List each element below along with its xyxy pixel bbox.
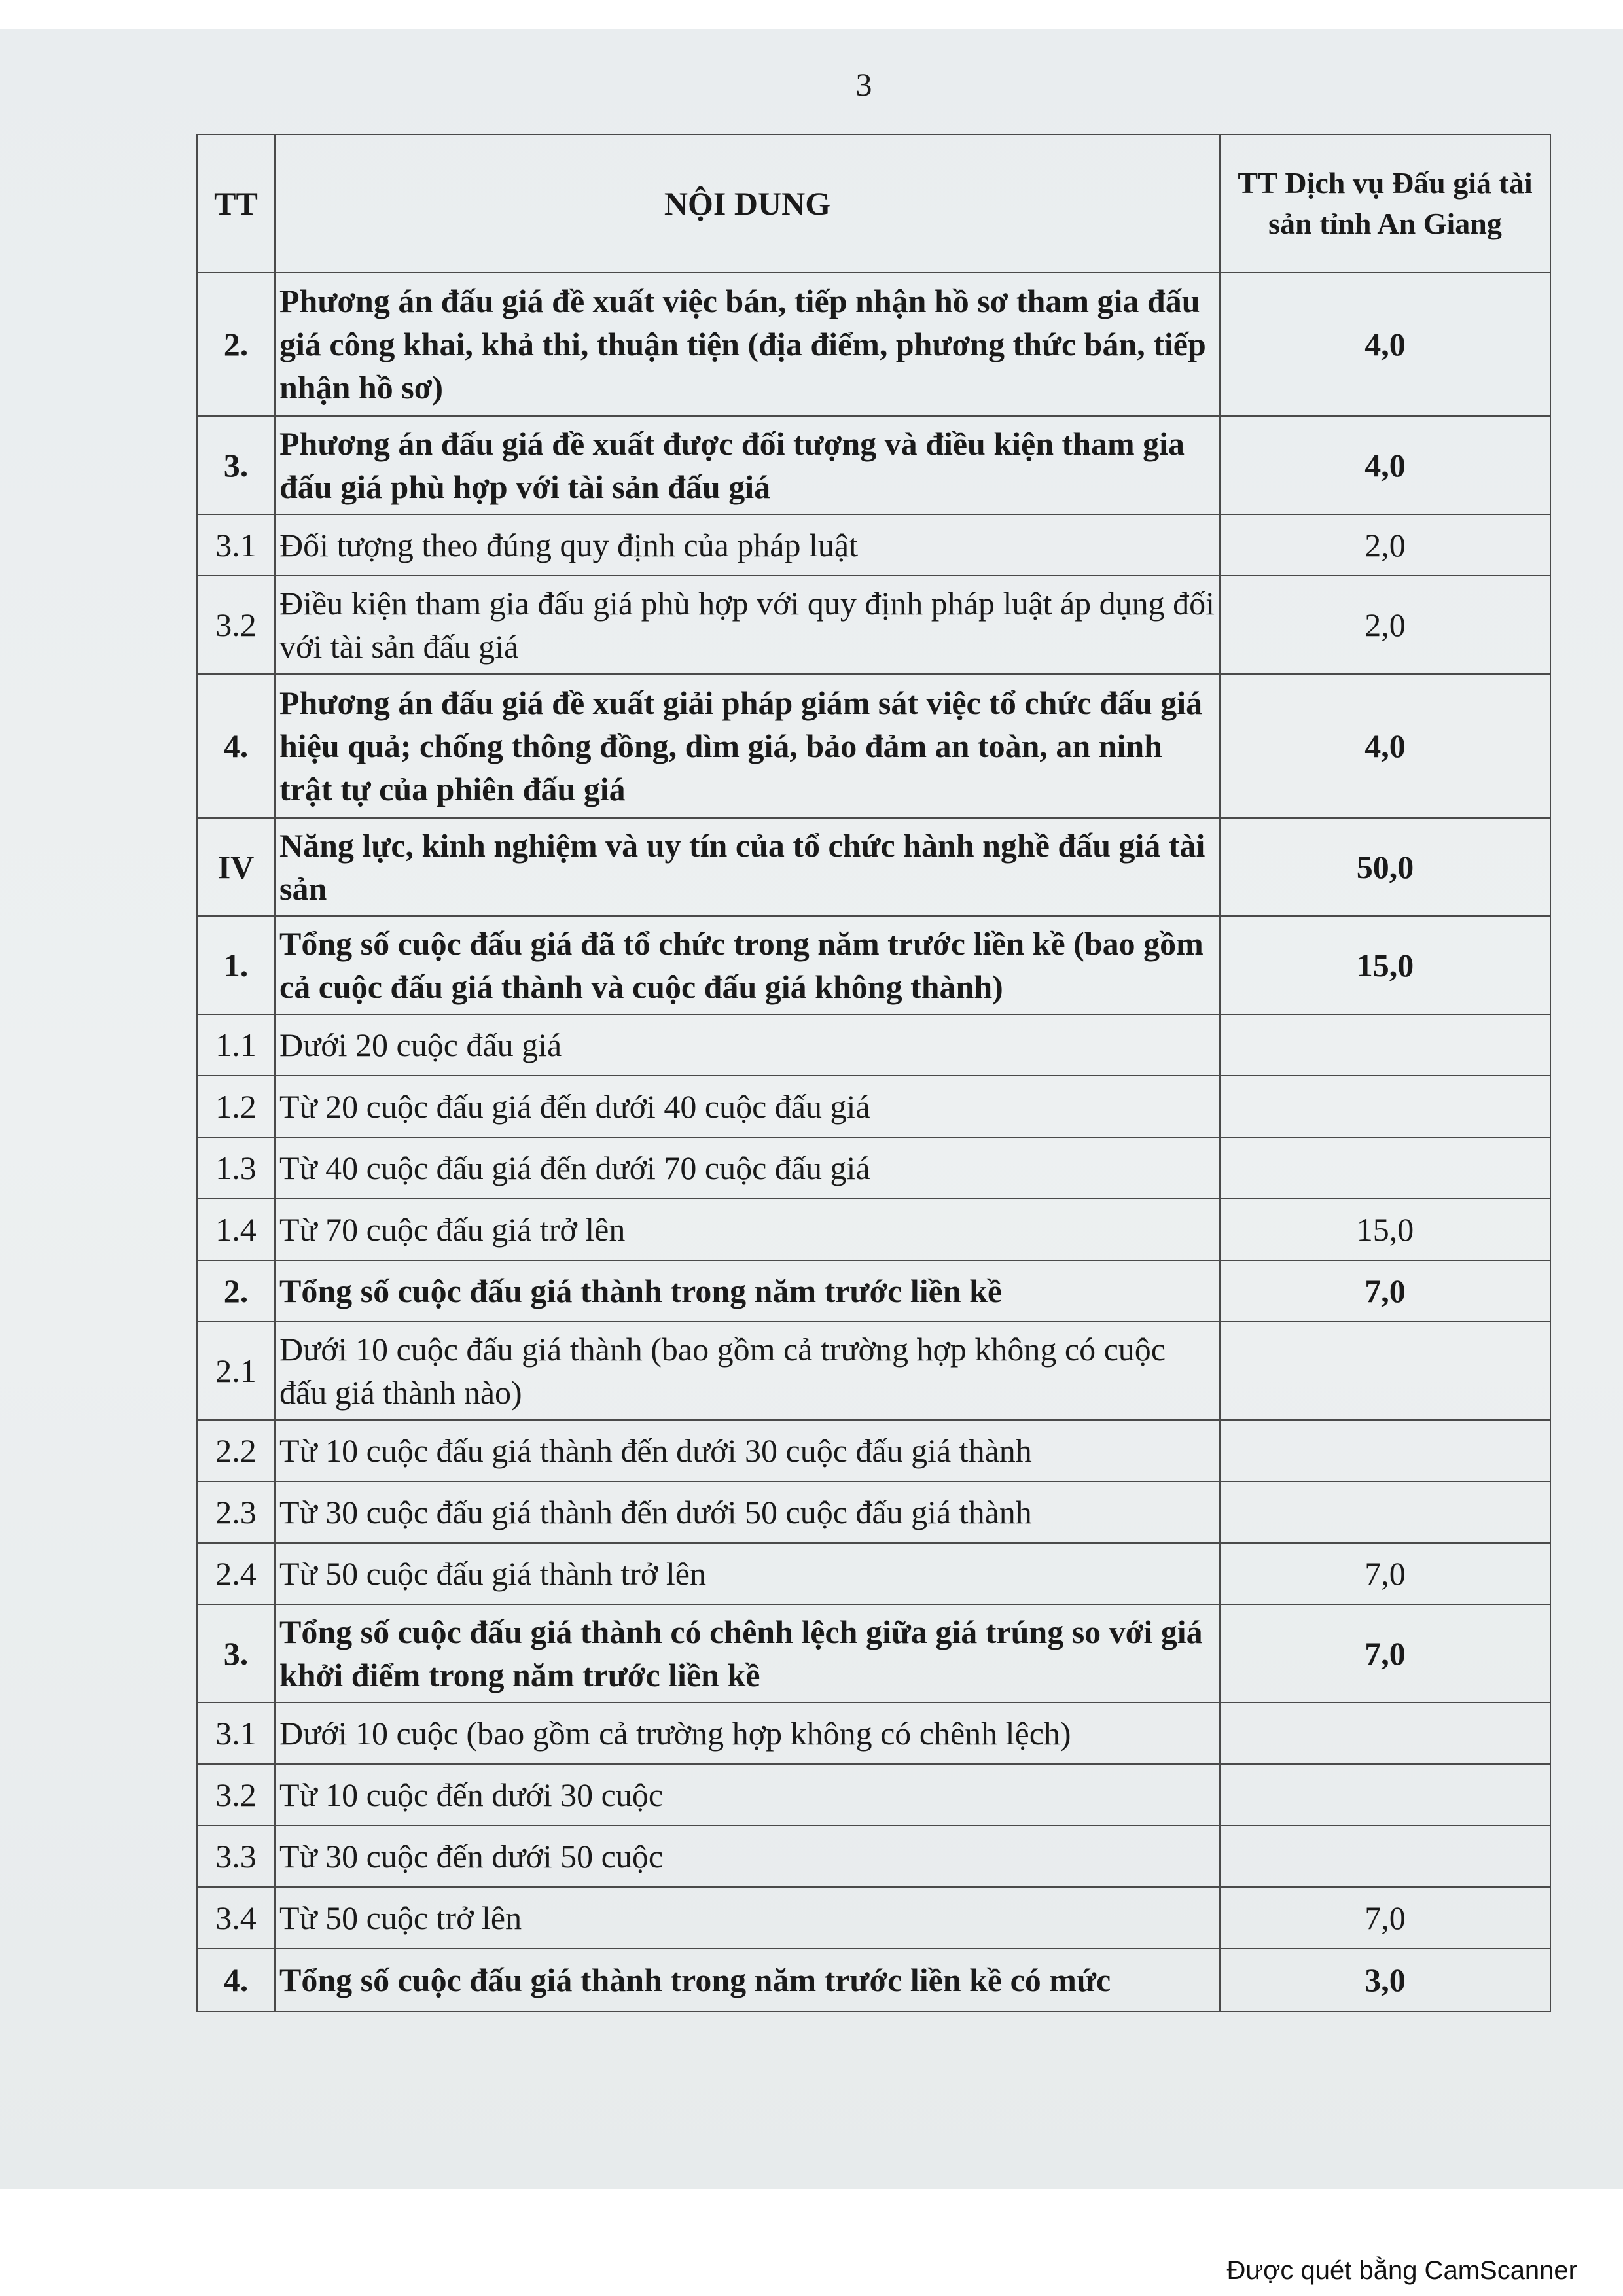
row-tt: 3. (197, 416, 275, 514)
row-tt: 2.1 (197, 1322, 275, 1420)
row-content: Tổng số cuộc đấu giá đã tổ chức trong năm trước liền kề (bao gồm cả cuộc đấu giá thành và cuộc đấu giá không thành) (275, 916, 1220, 1014)
row-score: 50,0 (1220, 818, 1550, 916)
row-tt: 1.3 (197, 1137, 275, 1199)
row-tt: 2.2 (197, 1420, 275, 1481)
row-score: 2,0 (1220, 576, 1550, 674)
row-content: Từ 50 cuộc trở lên (275, 1887, 1220, 1949)
row-content: Tổng số cuộc đấu giá thành có chênh lệch giữa giá trúng so với giá khởi điểm trong năm trước liền kề (275, 1604, 1220, 1703)
row-tt: 1.1 (197, 1014, 275, 1076)
row-tt: 2. (197, 1260, 275, 1322)
row-score (1220, 1322, 1550, 1420)
row-content: Dưới 20 cuộc đấu giá (275, 1014, 1220, 1076)
row-score (1220, 1420, 1550, 1481)
table-header-row (197, 135, 1550, 272)
table-row (197, 818, 1550, 916)
table-row (197, 1322, 1550, 1420)
scoring-table (196, 134, 1551, 2012)
row-score: 4,0 (1220, 416, 1550, 514)
row-score: 7,0 (1220, 1260, 1550, 1322)
row-tt: 1.2 (197, 1076, 275, 1137)
row-score: 15,0 (1220, 1199, 1550, 1260)
row-score (1220, 1826, 1550, 1887)
table-row (197, 1137, 1550, 1199)
table-row (197, 1764, 1550, 1826)
row-score (1220, 1076, 1550, 1137)
row-score: 4,0 (1220, 272, 1550, 416)
row-content: Phương án đấu giá đề xuất việc bán, tiếp nhận hồ sơ tham gia đấu giá công khai, khả thi, thuận tiện (địa điểm, phương thức bán, tiếp nhận hồ sơ) (275, 272, 1220, 416)
row-tt: 3.4 (197, 1887, 275, 1949)
row-tt: 3.1 (197, 1703, 275, 1764)
row-tt: 3.1 (197, 514, 275, 576)
row-content: Dưới 10 cuộc (bao gồm cả trường hợp không có chênh lệch) (275, 1703, 1220, 1764)
table-row (197, 1076, 1550, 1137)
table-row (197, 1260, 1550, 1322)
row-tt: 3.2 (197, 576, 275, 674)
row-tt: IV (197, 818, 275, 916)
row-score: 2,0 (1220, 514, 1550, 576)
row-tt: 3.3 (197, 1826, 275, 1887)
row-content: Phương án đấu giá đề xuất giải pháp giám sát việc tổ chức đấu giá hiệu quả; chống thông đồng, dìm giá, bảo đảm an toàn, an ninh trật tự của phiên đấu giá (275, 674, 1220, 818)
row-score: 7,0 (1220, 1543, 1550, 1604)
page-number: 3 (855, 66, 872, 103)
row-score: 15,0 (1220, 916, 1550, 1014)
table-row (197, 1949, 1550, 2011)
row-content: Phương án đấu giá đề xuất được đối tượng và điều kiện tham gia đấu giá phù hợp với tài sản đấu giá (275, 416, 1220, 514)
row-tt: 4. (197, 674, 275, 818)
row-score (1220, 1481, 1550, 1543)
table-row (197, 514, 1550, 576)
table-row (197, 576, 1550, 674)
row-score: 7,0 (1220, 1887, 1550, 1949)
row-score (1220, 1764, 1550, 1826)
row-tt: 1.4 (197, 1199, 275, 1260)
table-row (197, 1826, 1550, 1887)
row-tt: 2.4 (197, 1543, 275, 1604)
row-score (1220, 1014, 1550, 1076)
row-score: 7,0 (1220, 1604, 1550, 1703)
row-content: Từ 30 cuộc đến dưới 50 cuộc (275, 1826, 1220, 1887)
row-content: Năng lực, kinh nghiệm và uy tín của tổ chức hành nghề đấu giá tài sản (275, 818, 1220, 916)
row-content: Tổng số cuộc đấu giá thành trong năm trước liền kề (275, 1260, 1220, 1322)
table-row (197, 1703, 1550, 1764)
table-row (197, 1199, 1550, 1260)
row-tt: 3. (197, 1604, 275, 1703)
table-row (197, 416, 1550, 514)
table-row (197, 1014, 1550, 1076)
row-content: Điều kiện tham gia đấu giá phù hợp với quy định pháp luật áp dụng đối với tài sản đấu giá (275, 576, 1220, 674)
row-score (1220, 1703, 1550, 1764)
row-tt: 2.3 (197, 1481, 275, 1543)
row-score: 3,0 (1220, 1949, 1550, 2011)
row-content: Từ 10 cuộc đến dưới 30 cuộc (275, 1764, 1220, 1826)
row-content: Dưới 10 cuộc đấu giá thành (bao gồm cả trường hợp không có cuộc đấu giá thành nào) (275, 1322, 1220, 1420)
table-row (197, 916, 1550, 1014)
row-content: Từ 10 cuộc đấu giá thành đến dưới 30 cuộc đấu giá thành (275, 1420, 1220, 1481)
row-content: Tổng số cuộc đấu giá thành trong năm trước liền kề có mức (275, 1949, 1220, 2011)
header-content: NỘI DUNG (275, 135, 1220, 272)
table-row (197, 1604, 1550, 1703)
row-tt: 1. (197, 916, 275, 1014)
row-content: Từ 70 cuộc đấu giá trở lên (275, 1199, 1220, 1260)
row-content: Từ 20 cuộc đấu giá đến dưới 40 cuộc đấu giá (275, 1076, 1220, 1137)
row-content: Từ 30 cuộc đấu giá thành đến dưới 50 cuộc đấu giá thành (275, 1481, 1220, 1543)
table-row (197, 1543, 1550, 1604)
header-tt: TT (197, 135, 275, 272)
table-row (197, 1481, 1550, 1543)
row-tt: 3.2 (197, 1764, 275, 1826)
scanner-watermark: Được quét bằng CamScanner (1226, 2256, 1577, 2285)
table-row (197, 674, 1550, 818)
row-content: Từ 50 cuộc đấu giá thành trở lên (275, 1543, 1220, 1604)
row-content: Từ 40 cuộc đấu giá đến dưới 70 cuộc đấu giá (275, 1137, 1220, 1199)
row-tt: 2. (197, 272, 275, 416)
header-score: TT Dịch vụ Đấu giá tài sản tỉnh An Giang (1220, 135, 1550, 272)
row-score (1220, 1137, 1550, 1199)
table-row (197, 1420, 1550, 1481)
row-score: 4,0 (1220, 674, 1550, 818)
table-row (197, 1887, 1550, 1949)
table-row (197, 272, 1550, 416)
row-tt: 4. (197, 1949, 275, 2011)
row-content: Đối tượng theo đúng quy định của pháp luật (275, 514, 1220, 576)
